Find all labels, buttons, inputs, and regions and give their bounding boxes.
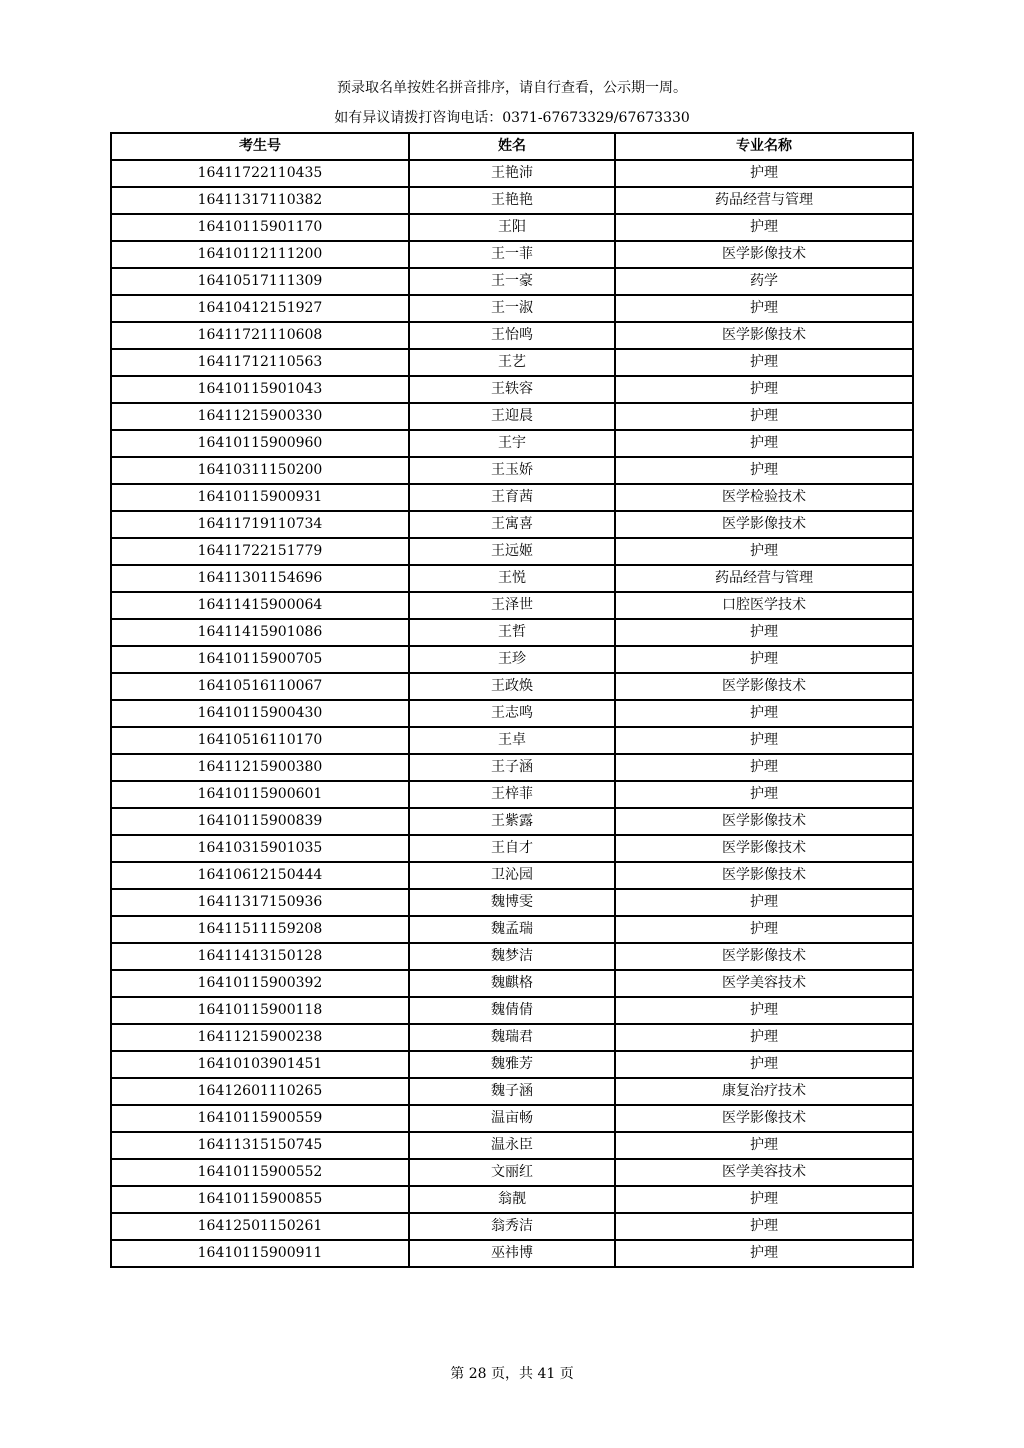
cell-student-name: 魏雅芳 <box>409 1051 615 1078</box>
cell-exam-number: 16410115901043 <box>111 376 409 403</box>
cell-major: 口腔医学技术 <box>615 592 913 619</box>
page-number: 第 28 页，共 41 页 <box>450 1366 574 1382</box>
cell-student-name: 王迎晨 <box>409 403 615 430</box>
cell-student-name: 王育茜 <box>409 484 615 511</box>
cell-major: 护理 <box>615 997 913 1024</box>
table-row <box>111 1159 913 1186</box>
table-row <box>111 727 913 754</box>
cell-exam-number: 16410115900118 <box>111 997 409 1024</box>
cell-major: 护理 <box>615 214 913 241</box>
cell-exam-number: 16410412151927 <box>111 295 409 322</box>
table-row <box>111 484 913 511</box>
table-row <box>111 322 913 349</box>
cell-student-name: 卫沁园 <box>409 862 615 889</box>
cell-exam-number: 16410115900392 <box>111 970 409 997</box>
table-row <box>111 457 913 484</box>
cell-exam-number: 16411215900330 <box>111 403 409 430</box>
cell-student-name: 文丽红 <box>409 1159 615 1186</box>
cell-exam-number: 16410517111309 <box>111 268 409 295</box>
cell-major: 医学影像技术 <box>615 511 913 538</box>
cell-exam-number: 16411317150936 <box>111 889 409 916</box>
cell-major: 护理 <box>615 457 913 484</box>
cell-student-name: 王怡鸣 <box>409 322 615 349</box>
notice-contact-phone: 如有异议请拨打咨询电话：0371-67673329/67673330 <box>334 110 690 126</box>
cell-exam-number: 16410115901170 <box>111 214 409 241</box>
table-row <box>111 1213 913 1240</box>
cell-major: 护理 <box>615 1186 913 1213</box>
cell-student-name: 王悦 <box>409 565 615 592</box>
header-major: 专业名称 <box>615 133 913 160</box>
header-name: 姓名 <box>409 133 615 160</box>
cell-major: 医学影像技术 <box>615 943 913 970</box>
cell-exam-number: 16411722110435 <box>111 160 409 187</box>
cell-student-name: 王一豪 <box>409 268 615 295</box>
table-row <box>111 1240 913 1267</box>
cell-exam-number: 16411722151779 <box>111 538 409 565</box>
cell-major: 医学影像技术 <box>615 862 913 889</box>
table-row <box>111 1105 913 1132</box>
cell-major: 医学美容技术 <box>615 970 913 997</box>
table-row <box>111 943 913 970</box>
table-row <box>111 619 913 646</box>
cell-exam-number: 16410115900601 <box>111 781 409 808</box>
cell-major: 护理 <box>615 1051 913 1078</box>
notice-sort-order: 预录取名单按姓名拼音排序，请自行查看，公示期一周。 <box>337 80 687 96</box>
table-row <box>111 592 913 619</box>
cell-major: 医学影像技术 <box>615 673 913 700</box>
cell-exam-number: 16412601110265 <box>111 1078 409 1105</box>
cell-major: 药学 <box>615 268 913 295</box>
cell-exam-number: 16410612150444 <box>111 862 409 889</box>
table-row <box>111 160 913 187</box>
table-row <box>111 430 913 457</box>
cell-student-name: 温永臣 <box>409 1132 615 1159</box>
cell-student-name: 王远姬 <box>409 538 615 565</box>
table-row <box>111 241 913 268</box>
cell-major: 护理 <box>615 727 913 754</box>
cell-student-name: 王轶容 <box>409 376 615 403</box>
table-row <box>111 700 913 727</box>
cell-exam-number: 16410112111200 <box>111 241 409 268</box>
cell-student-name: 王子涵 <box>409 754 615 781</box>
cell-major: 护理 <box>615 403 913 430</box>
cell-student-name: 王一淑 <box>409 295 615 322</box>
cell-student-name: 魏孟瑞 <box>409 916 615 943</box>
cell-major: 医学影像技术 <box>615 808 913 835</box>
table-row <box>111 187 913 214</box>
cell-major: 护理 <box>615 889 913 916</box>
cell-exam-number: 16411215900380 <box>111 754 409 781</box>
cell-exam-number: 16410115900559 <box>111 1105 409 1132</box>
cell-exam-number: 16411415901086 <box>111 619 409 646</box>
cell-major: 医学影像技术 <box>615 1105 913 1132</box>
cell-student-name: 魏倩倩 <box>409 997 615 1024</box>
table-row <box>111 511 913 538</box>
admission-list-table <box>110 132 914 1268</box>
table-row <box>111 754 913 781</box>
cell-major: 护理 <box>615 349 913 376</box>
table-row <box>111 565 913 592</box>
cell-exam-number: 16411511159208 <box>111 916 409 943</box>
table-header-row <box>111 133 913 160</box>
cell-student-name: 王紫露 <box>409 808 615 835</box>
cell-major: 护理 <box>615 538 913 565</box>
cell-major: 护理 <box>615 1132 913 1159</box>
cell-major: 药品经营与管理 <box>615 565 913 592</box>
cell-major: 护理 <box>615 160 913 187</box>
cell-exam-number: 16411413150128 <box>111 943 409 970</box>
cell-exam-number: 16411215900238 <box>111 1024 409 1051</box>
cell-student-name: 王艳沛 <box>409 160 615 187</box>
cell-major: 护理 <box>615 781 913 808</box>
table-row <box>111 1051 913 1078</box>
table-row <box>111 403 913 430</box>
table-row <box>111 376 913 403</box>
cell-exam-number: 16411301154696 <box>111 565 409 592</box>
cell-major: 康复治疗技术 <box>615 1078 913 1105</box>
table-row <box>111 808 913 835</box>
cell-major: 医学影像技术 <box>615 322 913 349</box>
cell-student-name: 魏博雯 <box>409 889 615 916</box>
cell-major: 医学美容技术 <box>615 1159 913 1186</box>
cell-student-name: 温亩畅 <box>409 1105 615 1132</box>
cell-student-name: 巫祎博 <box>409 1240 615 1267</box>
cell-exam-number: 16410311150200 <box>111 457 409 484</box>
cell-student-name: 王志鸣 <box>409 700 615 727</box>
cell-student-name: 王珍 <box>409 646 615 673</box>
cell-exam-number: 16411712110563 <box>111 349 409 376</box>
cell-exam-number: 16410103901451 <box>111 1051 409 1078</box>
table-row <box>111 1078 913 1105</box>
cell-major: 护理 <box>615 1240 913 1267</box>
cell-student-name: 王梓菲 <box>409 781 615 808</box>
cell-student-name: 王政焕 <box>409 673 615 700</box>
table-row <box>111 349 913 376</box>
cell-student-name: 王自才 <box>409 835 615 862</box>
cell-major: 护理 <box>615 619 913 646</box>
table-row <box>111 646 913 673</box>
cell-student-name: 翁秀洁 <box>409 1213 615 1240</box>
cell-student-name: 王艳艳 <box>409 187 615 214</box>
cell-major: 护理 <box>615 430 913 457</box>
cell-exam-number: 16411415900064 <box>111 592 409 619</box>
table-row <box>111 1186 913 1213</box>
cell-exam-number: 16410115900430 <box>111 700 409 727</box>
table-body <box>111 160 913 1267</box>
table-row <box>111 997 913 1024</box>
cell-major: 护理 <box>615 376 913 403</box>
cell-exam-number: 16410516110170 <box>111 727 409 754</box>
cell-major: 护理 <box>615 1024 913 1051</box>
cell-exam-number: 16410115900705 <box>111 646 409 673</box>
cell-student-name: 魏瑞君 <box>409 1024 615 1051</box>
cell-student-name: 王阳 <box>409 214 615 241</box>
cell-exam-number: 16410115900839 <box>111 808 409 835</box>
cell-student-name: 王艺 <box>409 349 615 376</box>
cell-exam-number: 16410516110067 <box>111 673 409 700</box>
cell-student-name: 魏子涵 <box>409 1078 615 1105</box>
cell-exam-number: 16411719110734 <box>111 511 409 538</box>
cell-exam-number: 16411315150745 <box>111 1132 409 1159</box>
table-row <box>111 862 913 889</box>
cell-student-name: 王卓 <box>409 727 615 754</box>
cell-student-name: 翁靓 <box>409 1186 615 1213</box>
cell-major: 医学影像技术 <box>615 241 913 268</box>
table-row <box>111 1024 913 1051</box>
cell-student-name: 魏麒格 <box>409 970 615 997</box>
cell-exam-number: 16412501150261 <box>111 1213 409 1240</box>
table-row <box>111 1132 913 1159</box>
table-row <box>111 538 913 565</box>
cell-exam-number: 16410115900855 <box>111 1186 409 1213</box>
cell-exam-number: 16410315901035 <box>111 835 409 862</box>
table-row <box>111 214 913 241</box>
cell-major: 护理 <box>615 916 913 943</box>
cell-exam-number: 16410115900552 <box>111 1159 409 1186</box>
table-row <box>111 970 913 997</box>
table-row <box>111 781 913 808</box>
cell-major: 医学检验技术 <box>615 484 913 511</box>
cell-exam-number: 16410115900931 <box>111 484 409 511</box>
table-row <box>111 295 913 322</box>
table-row <box>111 889 913 916</box>
cell-student-name: 王一菲 <box>409 241 615 268</box>
cell-major: 护理 <box>615 700 913 727</box>
cell-exam-number: 16410115900960 <box>111 430 409 457</box>
cell-exam-number: 16411721110608 <box>111 322 409 349</box>
table-row <box>111 673 913 700</box>
cell-major: 护理 <box>615 754 913 781</box>
cell-student-name: 王哲 <box>409 619 615 646</box>
cell-student-name: 王寓喜 <box>409 511 615 538</box>
cell-major: 药品经营与管理 <box>615 187 913 214</box>
cell-major: 护理 <box>615 646 913 673</box>
cell-major: 护理 <box>615 1213 913 1240</box>
table-row <box>111 916 913 943</box>
cell-student-name: 王泽世 <box>409 592 615 619</box>
cell-major: 医学影像技术 <box>615 835 913 862</box>
header-exam-number: 考生号 <box>111 133 409 160</box>
cell-exam-number: 16410115900911 <box>111 1240 409 1267</box>
cell-student-name: 魏梦洁 <box>409 943 615 970</box>
table-row <box>111 268 913 295</box>
table-row <box>111 835 913 862</box>
cell-student-name: 王宇 <box>409 430 615 457</box>
cell-student-name: 王玉娇 <box>409 457 615 484</box>
cell-major: 护理 <box>615 295 913 322</box>
cell-exam-number: 16411317110382 <box>111 187 409 214</box>
